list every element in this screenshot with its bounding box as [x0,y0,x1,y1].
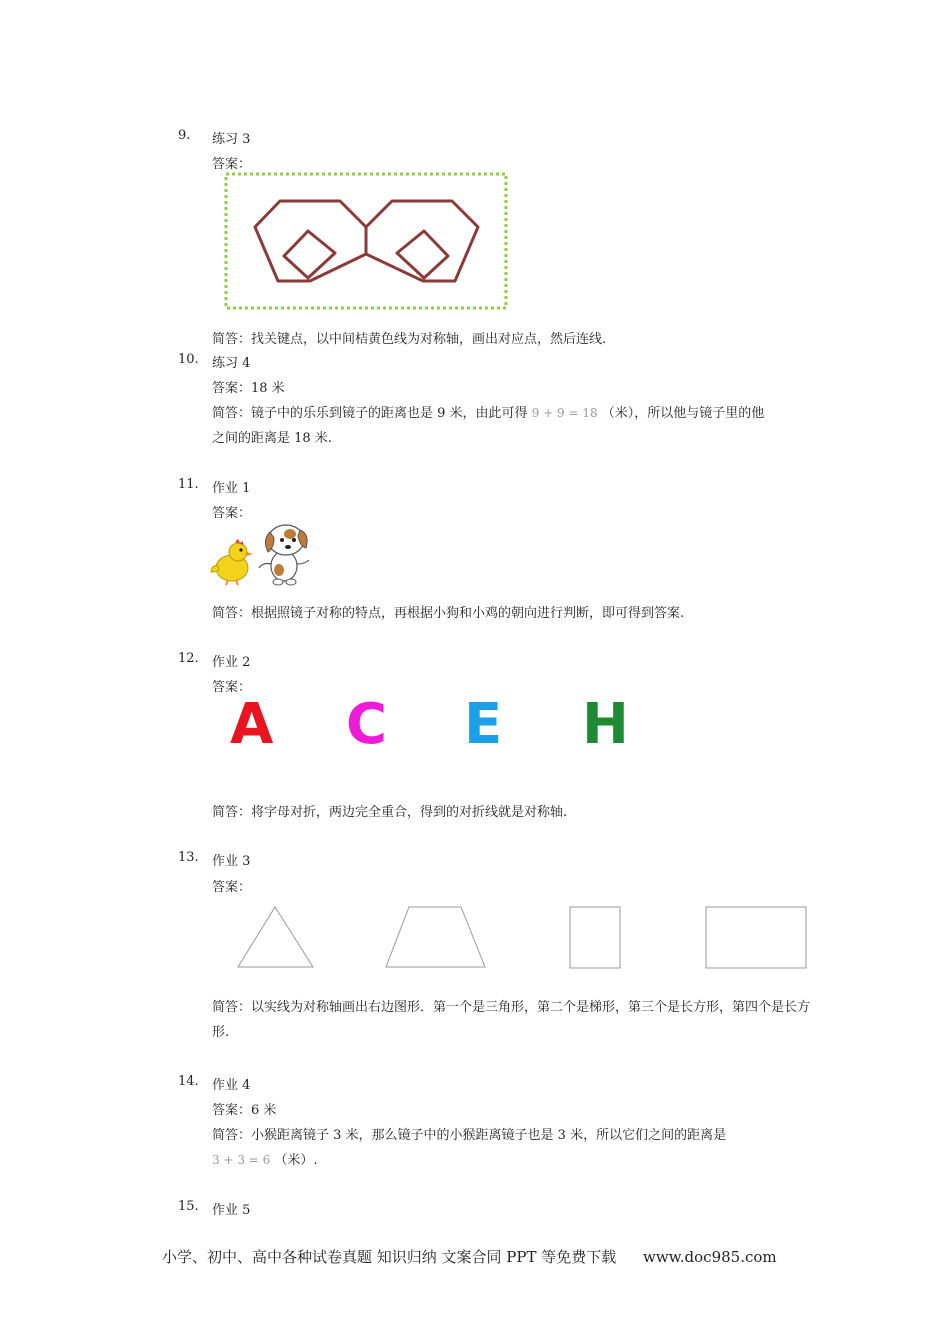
brief-answer [212,402,764,421]
brief-text: 简答：镜子中的乐乐到镜子的距离也是 9 米，由此可得 [212,406,528,421]
item-title: 作业 5 [212,1203,251,1218]
answer-text: 答案：6 米 [212,1103,277,1118]
page-footer [162,1246,802,1267]
item-number: 9. [178,128,191,143]
item-title: 作业 3 [212,854,251,869]
item-number: 14. [178,1074,199,1089]
item-number: 12. [178,651,199,666]
trapezoid-shape [384,905,488,971]
item-title: 作业 1 [212,481,251,496]
rectangle-shape-large [705,906,809,970]
letter-h: H [582,692,629,757]
chick-image [210,538,254,586]
footer-link[interactable]: www.doc985.com [643,1248,777,1266]
answer-text: 答案：18 米 [212,381,285,396]
brief-text: （米）. [274,1153,318,1168]
item-number: 15. [178,1199,199,1214]
letter-c: C [346,692,388,757]
brief-text: （米），所以他与镜子里的他 [601,406,765,421]
math-expression: 9 + 9 = 18 [531,406,598,420]
item-title: 作业 2 [212,655,251,670]
symmetric-figure [224,172,509,310]
brief-answer: 简答：找关键点，以中间桔黄色线为对称轴，画出对应点，然后连线. [212,332,607,347]
math-expression: 3 + 3 = 6 [212,1153,271,1167]
dog-image [254,520,316,586]
item-number: 11. [178,477,199,492]
answer-label: 答案： [212,157,252,172]
triangle-shape [236,905,316,971]
answer-label: 答案： [212,506,252,521]
item-number: 10. [178,352,199,367]
letter-a: A [230,692,274,757]
brief-answer: 简答：以实线为对称轴画出右边图形．第一个是三角形，第二个是梯形，第三个是长方形，第四个是长方形. [212,1000,811,1040]
answer-label: 答案： [212,680,252,695]
brief-answer: 简答：将字母对折，两边完全重合，得到的对折线就是对称轴. [212,805,568,820]
rectangle-shape-small [569,906,623,970]
item-title: 练习 4 [212,356,251,371]
brief-answer-line2: 之间的距离是 18 米. [212,431,332,446]
item-number: 13. [178,850,199,865]
brief-answer: 简答：小猴距离镜子 3 米，那么镜子中的小猴距离镜子也是 3 米，所以它们之间的距离是 [212,1128,727,1143]
letter-e: E [464,692,503,757]
brief-answer-line2 [212,1149,318,1168]
footer-text: 小学、初中、高中各种试卷真题 知识归纳 文案合同 PPT 等免费下载 [162,1248,617,1266]
item-title: 练习 3 [212,132,251,147]
item-title: 作业 4 [212,1078,251,1093]
brief-answer: 简答：根据照镜子对称的特点，再根据小狗和小鸡的朝向进行判断，即可得到答案. [212,606,685,621]
answer-label: 答案： [212,880,252,895]
